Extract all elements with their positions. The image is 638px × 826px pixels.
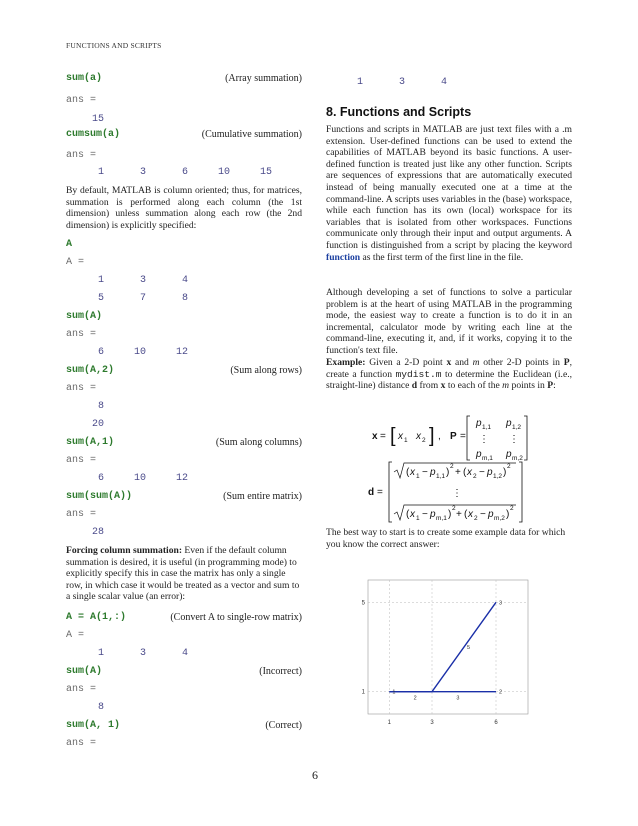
svg-text:=: = <box>460 431 466 442</box>
svg-text:p: p <box>488 509 494 520</box>
svg-text:=: = <box>380 431 386 442</box>
code-cumsum: cumsum(a) <box>66 129 121 140</box>
x-tick-label: 6 <box>494 720 498 726</box>
symbol-d: d <box>411 380 418 392</box>
svg-text:(: ( <box>464 509 468 520</box>
ans-label: ans = <box>66 329 97 340</box>
code-A: A <box>66 239 73 250</box>
point-label: 5 <box>467 645 471 651</box>
svg-text:1,1: 1,1 <box>436 473 446 480</box>
svg-text:1,2: 1,2 <box>493 473 503 480</box>
para-text: and <box>454 357 469 368</box>
svg-text:p: p <box>476 418 482 429</box>
symbol-P: P <box>563 357 570 368</box>
svg-text:⋮: ⋮ <box>509 434 519 445</box>
ans-label: ans = <box>66 150 97 161</box>
svg-text:P: P <box>450 431 457 442</box>
section-heading: 8. Functions and Scripts <box>326 105 472 119</box>
keyword-function: function <box>326 251 361 263</box>
svg-text:=: = <box>377 487 383 498</box>
svg-text:1: 1 <box>416 473 420 480</box>
svg-text:p: p <box>487 467 493 478</box>
equation-x-P <box>366 412 536 462</box>
svg-text:(: ( <box>406 509 410 520</box>
svg-text:−: − <box>422 509 428 520</box>
svg-text:−: − <box>480 509 486 520</box>
paragraph-functions-scripts <box>326 124 572 263</box>
para-text: , create a function <box>326 357 572 380</box>
svg-text:+: + <box>455 467 461 478</box>
svg-text:]: ] <box>429 425 435 447</box>
svg-text:x: x <box>416 431 421 442</box>
forcing-title: Forcing column summation: <box>66 545 183 556</box>
svg-text:m,2: m,2 <box>494 515 505 522</box>
point-label: 2 <box>499 689 503 696</box>
svg-text:1,1: 1,1 <box>482 424 492 431</box>
para-text: to each of the <box>447 380 500 392</box>
matrix-row: 1 3 4 <box>98 648 189 659</box>
svg-text:d: d <box>368 487 375 498</box>
paragraph-example: Example: Given a 2-D point x and m other 2-D points in P, create a function mydist.m to determine the Euclidean (i.e., straight-line) distance d from x to each of the m points in P: <box>326 357 572 392</box>
para-text: from <box>419 380 439 392</box>
symbol-x: x <box>440 380 446 392</box>
svg-text:(: ( <box>463 467 467 478</box>
forcing-text: Even if the default column summation is desired, it is useful (in programming mode) to explicitly specify this in case the matrix has only a single row, in which case it would be treated as a vector and sum to a single scalar value (an error): <box>66 545 300 603</box>
svg-text:): ) <box>503 467 507 478</box>
filename: mydist.m <box>395 368 442 380</box>
note-cumsum: (Cumulative summation) <box>201 129 302 140</box>
para-text: Functions and scripts in MATLAB are just text files with a .m extension. User-defined functions can be used to extend the capabilities of MATLAB beyond its basic functions. A user-defined function is treated just like any other function. Scripts are sequences of expressions that are automatically executed instead of being manually executed one at a time at the command-line. A scripts uses variables in the (base) workspace, while each function has its own (local) workspace for its variables that is isolated from other workspaces. Functions communicate only through their input and output arguments. A function is distinguished from a script by placing the keyword <box>326 124 572 251</box>
code-sum-A-2: sum(A,2) <box>66 365 115 376</box>
svg-text:−: − <box>422 467 428 478</box>
svg-text:,: , <box>438 431 441 442</box>
y-tick-label: 1 <box>361 689 365 696</box>
matrix-row: 5 7 8 <box>98 293 189 304</box>
note-convert: (Convert A to single-row matrix) <box>170 612 302 623</box>
matrix-row: 1 3 4 <box>98 275 189 286</box>
example-label: Example: <box>326 357 366 368</box>
svg-text:): ) <box>506 509 510 520</box>
para-text: to determine the Euclidean (i.e., straight-line) distance <box>326 368 572 392</box>
ans-value: 1 3 6 10 15 <box>98 167 273 178</box>
ans-label: ans = <box>66 95 97 106</box>
svg-text:x: x <box>372 431 378 442</box>
para-text: as the first term of the first line in the file. <box>362 251 524 263</box>
svg-text:2: 2 <box>510 505 514 512</box>
ans-label: ans = <box>66 383 97 394</box>
x-tick-label: 3 <box>430 720 434 726</box>
note-sum-rows: (Sum along rows) <box>230 365 302 376</box>
example-plot <box>360 572 536 730</box>
ans-value: 28 <box>92 527 105 538</box>
svg-text:⋮: ⋮ <box>479 434 489 445</box>
paragraph-column-oriented: By default, MATLAB is column oriented; thus, for matrices, summation is performed along each column (the 1st dimension) unless summation along each row (the 2nd dimension) is explicitly specified: <box>66 185 302 231</box>
running-header: FUNCTIONS AND SCRIPTS <box>66 41 162 50</box>
point-label: 3 <box>456 695 460 702</box>
symbol-m: m <box>472 357 480 368</box>
ans-value: 8 <box>98 702 105 713</box>
svg-text:2: 2 <box>507 463 511 470</box>
svg-text:p: p <box>430 467 436 478</box>
code-sum-a: sum(a) <box>66 73 103 84</box>
svg-text:m,1: m,1 <box>482 455 493 462</box>
para-text: Given a 2-D point <box>369 357 443 368</box>
symbol-m: m <box>502 380 510 392</box>
ans-label: ans = <box>66 738 97 749</box>
code-sum-A-correct: sum(A, 1) <box>66 720 121 731</box>
code-sum-A-1: sum(A,1) <box>66 437 115 448</box>
svg-text:1,2: 1,2 <box>512 424 522 431</box>
svg-text:p: p <box>430 509 436 520</box>
paragraph-forcing-column <box>66 545 302 603</box>
svg-text:1: 1 <box>416 515 420 522</box>
svg-text:2: 2 <box>450 463 454 470</box>
point-label: 3 <box>499 600 503 607</box>
ans-label: ans = <box>66 455 97 466</box>
para-text: other 2-D points in <box>483 357 560 368</box>
note-incorrect: (Incorrect) <box>259 666 302 677</box>
ans-value: 6 10 12 <box>98 347 189 358</box>
svg-text:m,2: m,2 <box>512 455 523 462</box>
symbol-P: P <box>547 380 554 392</box>
y-tick-label: 5 <box>361 600 365 607</box>
note-sum-columns: (Sum along columns) <box>215 437 302 448</box>
svg-text:m,1: m,1 <box>436 515 447 522</box>
point-label: 2 <box>413 695 417 702</box>
svg-text:p: p <box>476 449 482 460</box>
matrix-label: A = <box>66 257 85 268</box>
point-label: 1 <box>392 689 396 696</box>
ans-label: ans = <box>66 684 97 695</box>
svg-text:p: p <box>506 418 512 429</box>
svg-text:⋮: ⋮ <box>452 488 462 499</box>
matrix-label: A = <box>66 630 85 641</box>
svg-text:x: x <box>410 509 415 520</box>
code-sum-sum-A: sum(sum(A)) <box>66 491 133 502</box>
code-sum-A: sum(A) <box>66 311 103 322</box>
code-A-row: A = A(1,:) <box>66 612 127 623</box>
svg-text:−: − <box>479 467 485 478</box>
note-array-sum: (Array summation) <box>225 73 302 84</box>
ans-value: 8 <box>98 401 105 412</box>
svg-text:2: 2 <box>422 437 426 444</box>
svg-text:): ) <box>446 467 450 478</box>
code-sum-A-incorrect: sum(A) <box>66 666 103 677</box>
page-number: 6 <box>312 768 318 782</box>
x-tick-label: 1 <box>387 720 392 726</box>
ans-value: 15 <box>92 114 105 125</box>
symbol-x: x <box>446 357 452 368</box>
paragraph-incremental: Although developing a set of functions to solve a particular problem is at the heart of using MATLAB in the programming mode, the easiest way to create a function is to do it in an incremental, calculator mode by writing each line at the command-line, executing it, and, if it works, copying it to the function's text file. <box>326 287 572 356</box>
ans-label: ans = <box>66 509 97 520</box>
equation-d <box>366 460 526 524</box>
paragraph-example-data: The best way to start is to create some example data for which you know the correct answer: <box>326 527 566 550</box>
svg-text:p: p <box>506 449 512 460</box>
svg-text:2: 2 <box>452 505 456 512</box>
svg-text:x: x <box>467 467 472 478</box>
note-sum-matrix: (Sum entire matrix) <box>223 491 302 502</box>
para-text: points in <box>511 380 545 392</box>
ans-value: 20 <box>92 419 105 430</box>
svg-text:x: x <box>468 509 473 520</box>
svg-text:): ) <box>448 509 452 520</box>
ans-value: 6 10 12 <box>98 473 189 484</box>
ans-value: 1 3 4 <box>357 77 448 88</box>
svg-text:[: [ <box>390 425 396 447</box>
svg-text:2: 2 <box>473 473 477 480</box>
svg-text:1: 1 <box>404 437 408 444</box>
svg-text:2: 2 <box>474 515 478 522</box>
svg-text:x: x <box>398 431 403 442</box>
series-line-path <box>389 602 496 691</box>
svg-text:x: x <box>410 467 415 478</box>
svg-text:(: ( <box>406 467 410 478</box>
note-correct: (Correct) <box>265 720 302 731</box>
svg-text:+: + <box>456 509 462 520</box>
